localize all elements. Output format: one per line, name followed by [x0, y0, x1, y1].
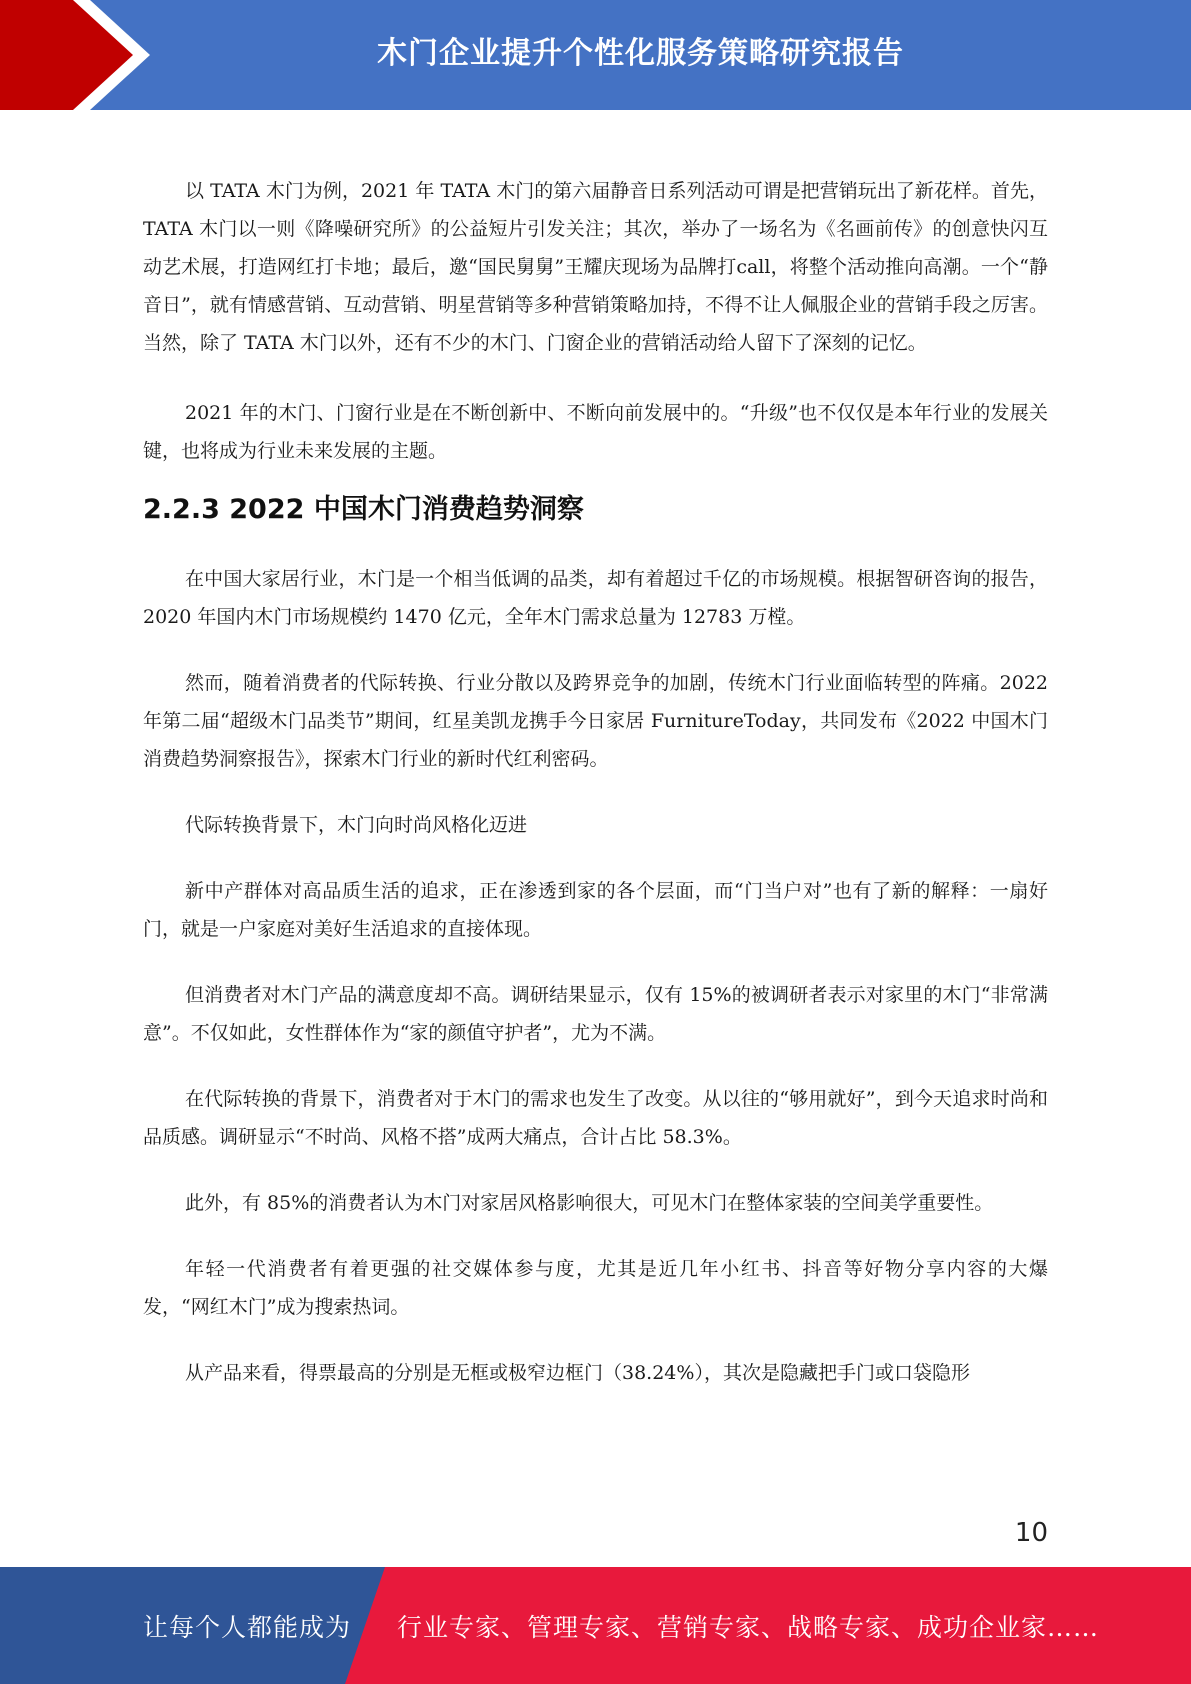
- page-content: [143, 172, 1048, 1392]
- paragraph-industry-transition: 然而，随着消费者的代际转换、行业分散以及跨界竞争的加剧，传统木门行业面临转型的阵痛。2022 年第二届“超级木门品类节”期间，红星美凯龙携手今日家居 FurnitureToday，共同发布《2022 中国木门消费趋势洞察报告》，探索木门行业的新时代红利密码。: [143, 672, 1048, 770]
- paragraph-satisfaction: 但消费者对木门产品的满意度却不高。调研结果显示，仅有 15%的被调研者表示对家里的木门“非常满意”。不仅如此，女性群体作为“家的颜值守护者”，尤为不满。: [143, 984, 1048, 1044]
- paragraph-subheading: 代际转换背景下，木门向时尚风格化迈进: [185, 814, 528, 836]
- paragraph-style-influence: 此外，有 85%的消费者认为木门对家居风格影响很大，可见木门在整体家装的空间美学重要性。: [185, 1192, 994, 1214]
- paragraph-social-media: 年轻一代消费者有着更强的社交媒体参与度，尤其是近几年小红书、抖音等好物分享内容的大爆发，“网红木门”成为搜索热词。: [143, 1258, 1048, 1318]
- paragraph-market-size: 在中国大家居行业，木门是一个相当低调的品类，却有着超过千亿的市场规模。根据智研咨询的报告，2020 年国内木门市场规模约 1470 亿元，全年木门需求总量为 12783 万樘。: [143, 568, 1048, 628]
- page-header: [0, 0, 1191, 110]
- footer-slogan-right: 行业专家、管理专家、营销专家、战略专家、成功企业家……: [397, 1612, 1100, 1642]
- report-title: 木门企业提升个性化服务策略研究报告: [377, 36, 904, 71]
- paragraph-tata-example: 以 TATA 木门为例，2021 年 TATA 木门的第六届静音日系列活动可谓是把营销玩出了新花样。首先，TATA 木门以一则《降噪研究所》的公益短片引发关注；其次，举办了一场名为《名画前传》的创意快闪互动艺术展，打造网红打卡地；最后，邀“国民舅舅”王耀庆现场为品牌打call，将整个活动推向高潮。一个“静音日”，就有情感营销、互动营销、明星营销等多种营销策略加持，不得不让人佩服企业的营销手段之厉害。当然，除了 TATA 木门以外，还有不少的木门、门窗企业的营销活动给人留下了深刻的记忆。: [143, 180, 1048, 354]
- paragraph-product-vote: 从产品来看，得票最高的分别是无框或极窄边框门（38.24%），其次是隐藏把手门或口袋隐形: [185, 1362, 970, 1384]
- section-heading: 2.2.3 2022 中国木门消费趋势洞察: [143, 494, 584, 525]
- footer-slogan-left: 让每个人都能成为: [143, 1612, 352, 1642]
- paragraph-industry-upgrade: 2021 年的木门、门窗行业是在不断创新中、不断向前发展中的。“升级”也不仅仅是本年行业的发展关键，也将成为行业未来发展的主题。: [143, 402, 1048, 462]
- paragraph-middle-class: 新中产群体对高品质生活的追求，正在渗透到家的各个层面，而“门当户对”也有了新的解释：一扇好门，就是一户家庭对美好生活追求的直接体现。: [143, 880, 1048, 940]
- paragraph-demand-change: 在代际转换的背景下，消费者对于木门的需求也发生了改变。从以往的“够用就好”，到今天追求时尚和品质感。调研显示“不时尚、风格不搭”成两大痛点，合计占比 58.3%。: [143, 1088, 1048, 1148]
- page-number: 10: [1014, 1518, 1048, 1548]
- page-footer: [0, 1567, 1191, 1684]
